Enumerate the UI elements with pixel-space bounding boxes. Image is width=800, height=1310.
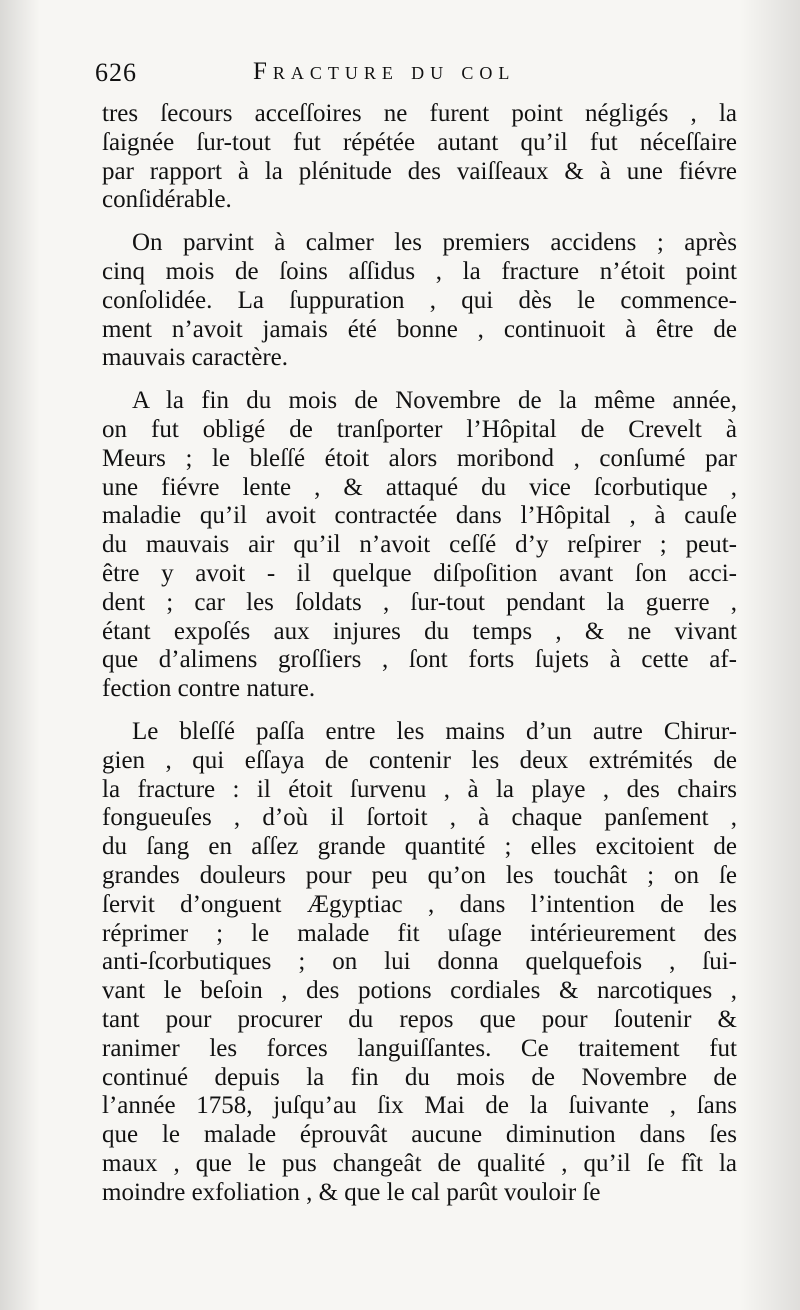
text-line: tant pour procurer du repos que pour ſoutenir & [102,1005,737,1033]
paragraph-gap [102,373,737,387]
text-line: étant expoſés aux injures du temps , & ne vivant [102,617,737,645]
page-header [95,58,615,94]
text-line: la fracture : il étoit ſurvenu , à la playe , des chairs [102,775,737,803]
text-line: dent ; car les ſoldats , ſur-tout pendant la guerre , [102,588,737,616]
text-line: que d’alimens groſſiers , ſont forts ſujets à cette af- [102,646,737,674]
text-line: du mauvais air qu’il n’avoit ceſſé d’y reſpirer ; peut- [102,531,737,559]
text-line: ment n’avoit jamais été bonne , continuoit à être de [102,315,737,343]
text-line: conſolidée. La ſuppuration , qui dès le commence- [102,286,737,314]
text-line: réprimer ; le malade fit uſage intérieurement des [102,919,737,947]
text-line: A la fin du mois de Novembre de la même année, [132,387,737,415]
body-text [102,100,737,1207]
text-line: Meurs ; le bleſſé étoit alors moribond , conſumé par [102,444,737,472]
text-line: du ſang en aſſez grande quantité ; elles excitoient de [102,833,737,861]
paragraph [102,100,737,215]
text-line: anti-ſcorbutiques ; on lui donna quelquefois , ſui- [102,948,737,976]
page-number: 626 [95,58,137,87]
text-line: l’année 1758, juſqu’au ſix Mai de la ſuivante , ſans [102,1092,737,1120]
text-line: grandes douleurs pour peu qu’on les touchât ; on ſe [102,861,737,889]
text-line: tres ſecours acceſſoires ne furent point négligés , la [102,100,737,127]
text-line: gien , qui eſſaya de contenir les deux extrémités de [102,746,737,774]
text-line: par rapport à la plénitude des vaiſſeaux & à une fiévre [102,157,737,185]
paragraph [102,229,737,373]
text-line: une fiévre lente , & attaqué du vice ſcorbutique , [102,473,737,501]
text-line: maux , que le pus changeât de qualité , qu’il ſe fît la [102,1149,737,1177]
paragraph [102,387,737,704]
text-line: on fut obligé de tranſporter l’Hôpital de Crevelt à [102,415,737,443]
text-line: maladie qu’il avoit contractée dans l’Hôpital , à cauſe [102,502,737,530]
text-line: continué depuis la fin du mois de Novembre de [102,1063,737,1091]
text-line: conſidérable. [102,186,232,214]
text-line: fongueuſes , d’où il ſortoit , à chaque panſement , [102,804,737,832]
running-head: Fracture du col [253,58,516,85]
text-line: cinq mois de ſoins aſſidus , la fracture n’étoit point [102,257,737,285]
text-line: que le malade éprouvât aucune diminution dans ſes [102,1121,737,1149]
text-line: ranimer les forces languiſſantes. Ce traitement fut [102,1034,737,1062]
paragraph-gap [102,215,737,229]
text-line: ſervit d’onguent Ægyptiac , dans l’intention de les [102,890,737,918]
text-line: moindre exfoliation , & que le cal parût vouloir ſe [102,1178,601,1206]
text-line: On parvint à calmer les premiers accidens ; après [132,229,737,257]
text-line: mauvais caractère. [102,344,288,372]
text-line: fection contre nature. [102,675,316,703]
text-line: Le bleſſé paſſa entre les mains d’un autre Chirur- [132,717,737,745]
paragraph [102,718,737,1208]
paragraph-gap [102,704,737,718]
text-line: être y avoit - il quelque diſpoſition avant ſon acci- [102,559,737,587]
text-line: vant le beſoin , des potions cordiales & narcotiques , [102,977,737,1005]
text-line: ſaignée ſur-tout fut répétée autant qu’il fut néceſſaire [102,128,737,156]
